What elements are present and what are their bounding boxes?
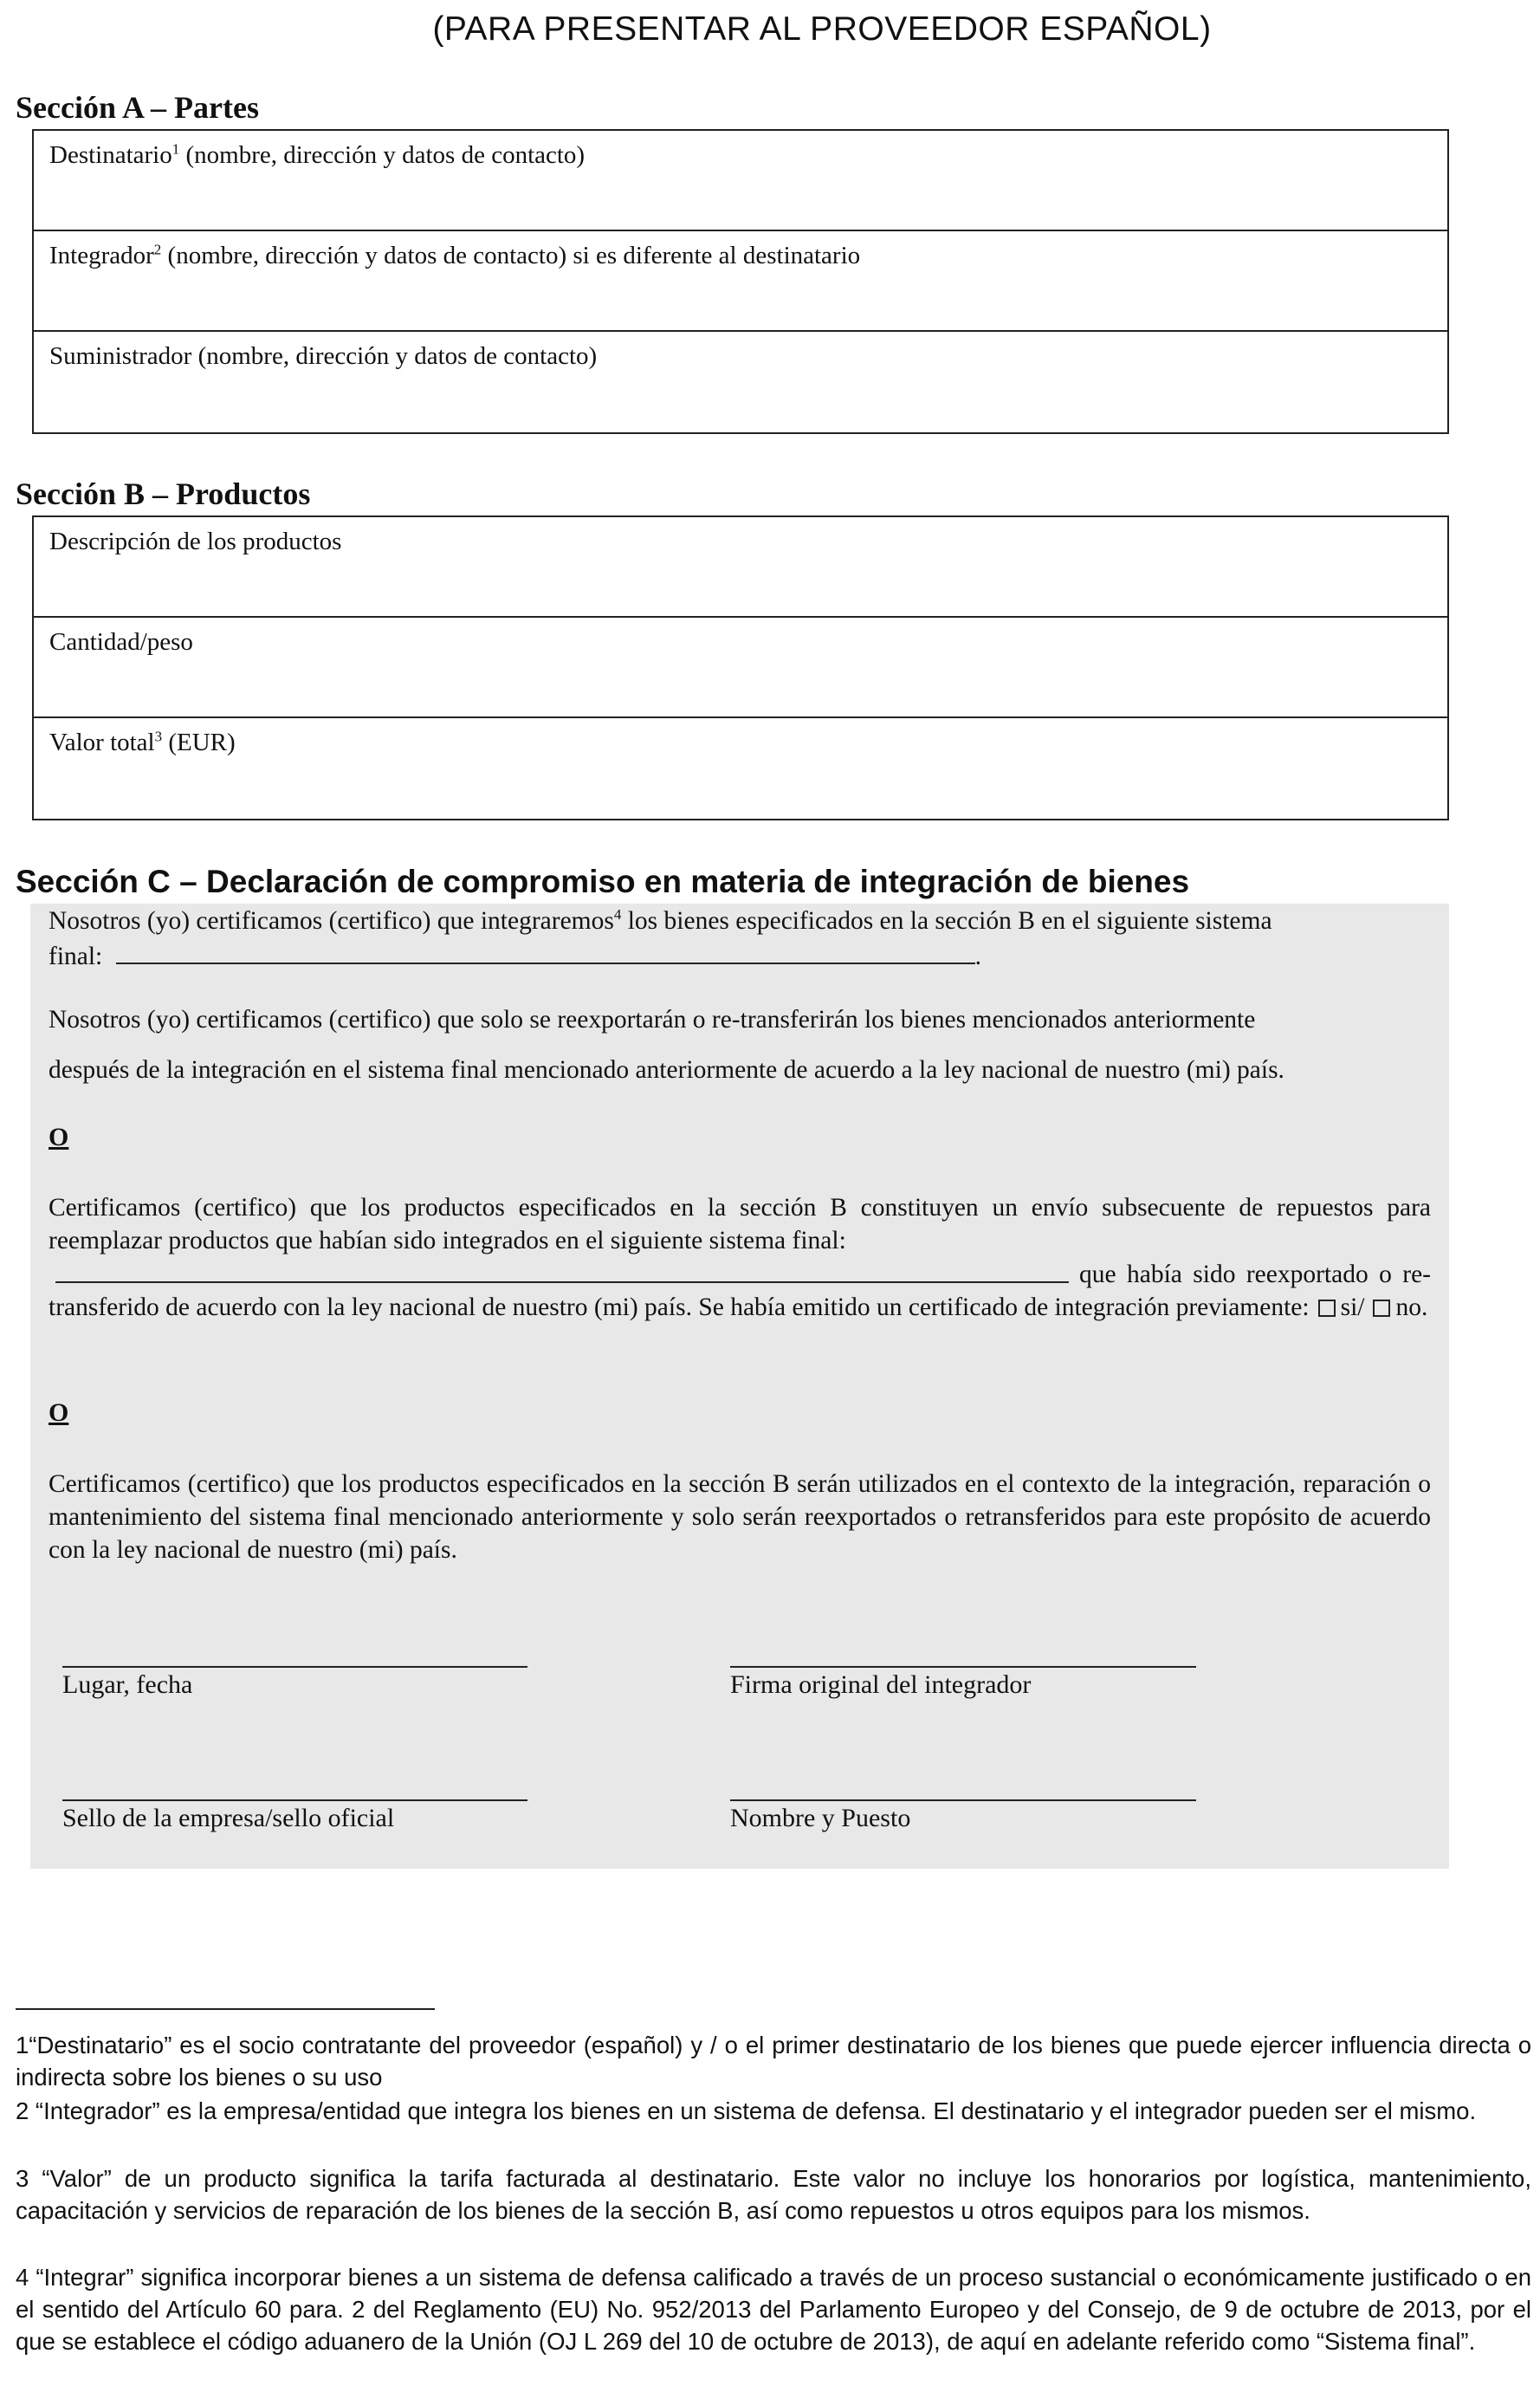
signature-line[interactable] <box>730 1666 1196 1668</box>
supplier-row[interactable] <box>34 332 1447 432</box>
quantity-label: Cantidad/peso <box>49 628 193 656</box>
section-a-table <box>32 129 1449 434</box>
stamp-label: Sello de la empresa/sello oficial <box>62 1804 395 1832</box>
stamp-line[interactable] <box>62 1799 527 1801</box>
section-b-table <box>32 515 1449 820</box>
total-value-label: Valor total$^3$ (EUR) <box>49 728 236 756</box>
spare-parts-paragraph-cont: que había sido reexportado o re-transferido de acuerdo con la ley nacional de nuestro (mi) país. Se había emitido un certificado de integración previamente: si/ no. <box>49 1261 1431 1321</box>
section-c-title: Sección C – Declaración de compromiso en materia de integración de bienes <box>16 864 1190 899</box>
total-value-row[interactable] <box>34 718 1447 819</box>
footnote-1: 1“Destinatario” es el socio contratante del proveedor (español) y / o el primer destinatario de los bienes que puede ejercer influencia directa o indirecta sobre los bienes o su uso <box>16 2032 1531 2091</box>
or-separator-2: O <box>49 1398 69 1427</box>
description-label: Descripción de los productos <box>49 528 342 555</box>
final-system-line: final: . <box>49 938 1431 973</box>
declaration-paragraph-1: Nosotros (yo) certificamos (certifico) que integraremos$^4$ los bienes especificados en la sección B en el siguiente sistema <box>49 906 1272 935</box>
footnote-2: 2 “Integrador” es la empresa/entidad que integra los bienes en un sistema de defensa. El destinatario y el integrador pueden ser el mismo. <box>16 2097 1477 2124</box>
declaration-panel <box>30 904 1449 1869</box>
name-position-label: Nombre y Puesto <box>730 1804 911 1832</box>
integrator-row[interactable] <box>34 231 1447 332</box>
footnote-divider <box>16 2008 435 2010</box>
reexport-line-1: Nosotros (yo) certificamos (certifico) que solo se reexportarán o re-transferirán los bienes mencionados anteriormente <box>49 1006 1256 1034</box>
spare-parts-paragraph: Certificamos (certifico) que los productos especificados en la sección B constituyen un envío subsecuente de repuestos para reemplazar productos que habían sido integrados en el siguiente sistema final: <box>49 1194 1431 1254</box>
footnote-3: 3 “Valor” de un producto significa la tarifa facturada al destinatario. Este valor no incluye los honorarios por logística, mantenimiento, capacitación y servicios de reparación de los bienes de la sección B, así como repuestos u otros equipos para los mismos. <box>16 2165 1531 2224</box>
consignee-label: Destinatario$^1$ (nombre, dirección y datos de contacto) <box>49 140 586 169</box>
maintenance-paragraph: Certificamos (certifico) que los productos especificados en la sección B serán utilizados en el contexto de la integración, reparación o mantenimiento del sistema final mencionado anteriormente y solo serán reexportados o retransferidos para este propósito de acuerdo con la ley nacional de nuestro (mi) país. <box>49 1470 1431 1564</box>
final-system-input-line[interactable] <box>116 938 975 964</box>
supplier-label: Suministrador (nombre, dirección y datos de contacto) <box>49 342 598 370</box>
integrator-label: Integrador$^2$ (nombre, dirección y datos de contacto) si es diferente al destinatario <box>49 241 861 269</box>
place-date-label: Lugar, fecha <box>62 1670 193 1699</box>
reexport-line-2: después de la integración en el sistema final mencionado anteriormente de acuerdo a la ley nacional de nuestro (mi) país. <box>49 1056 1284 1084</box>
footnote-4: 4 “Integrar” significa incorporar bienes a un sistema de defensa calificado a través de un proceso sustancial o económicamente justificado o en el sentido del Artículo 60 para. 2 del Reglamento (EU) No. 952/2013 del Parlamento Europeo y del Consejo, de 9 de octubre de 2013, por el que se establece el código aduanero de la Unión (OJ L 269 del 10 de octubre de 2013), de aquí en adelante referido como “Sistema final”. <box>16 2264 1531 2355</box>
description-row[interactable] <box>34 517 1447 618</box>
consignee-row[interactable] <box>34 131 1447 231</box>
section-b-title: Sección B – Productos <box>16 476 311 511</box>
signature-label: Firma original del integrador <box>730 1670 1032 1699</box>
no-checkbox[interactable] <box>1373 1300 1390 1317</box>
or-separator-1: O <box>49 1123 69 1151</box>
quantity-row[interactable] <box>34 618 1447 718</box>
yes-checkbox[interactable] <box>1318 1300 1336 1317</box>
section-a-title: Sección A – Partes <box>16 90 259 125</box>
place-date-line[interactable] <box>62 1666 527 1668</box>
document-header: (PARA PRESENTAR AL PROVEEDOR ESPAÑOL) <box>432 10 1212 48</box>
name-position-line[interactable] <box>730 1799 1196 1801</box>
